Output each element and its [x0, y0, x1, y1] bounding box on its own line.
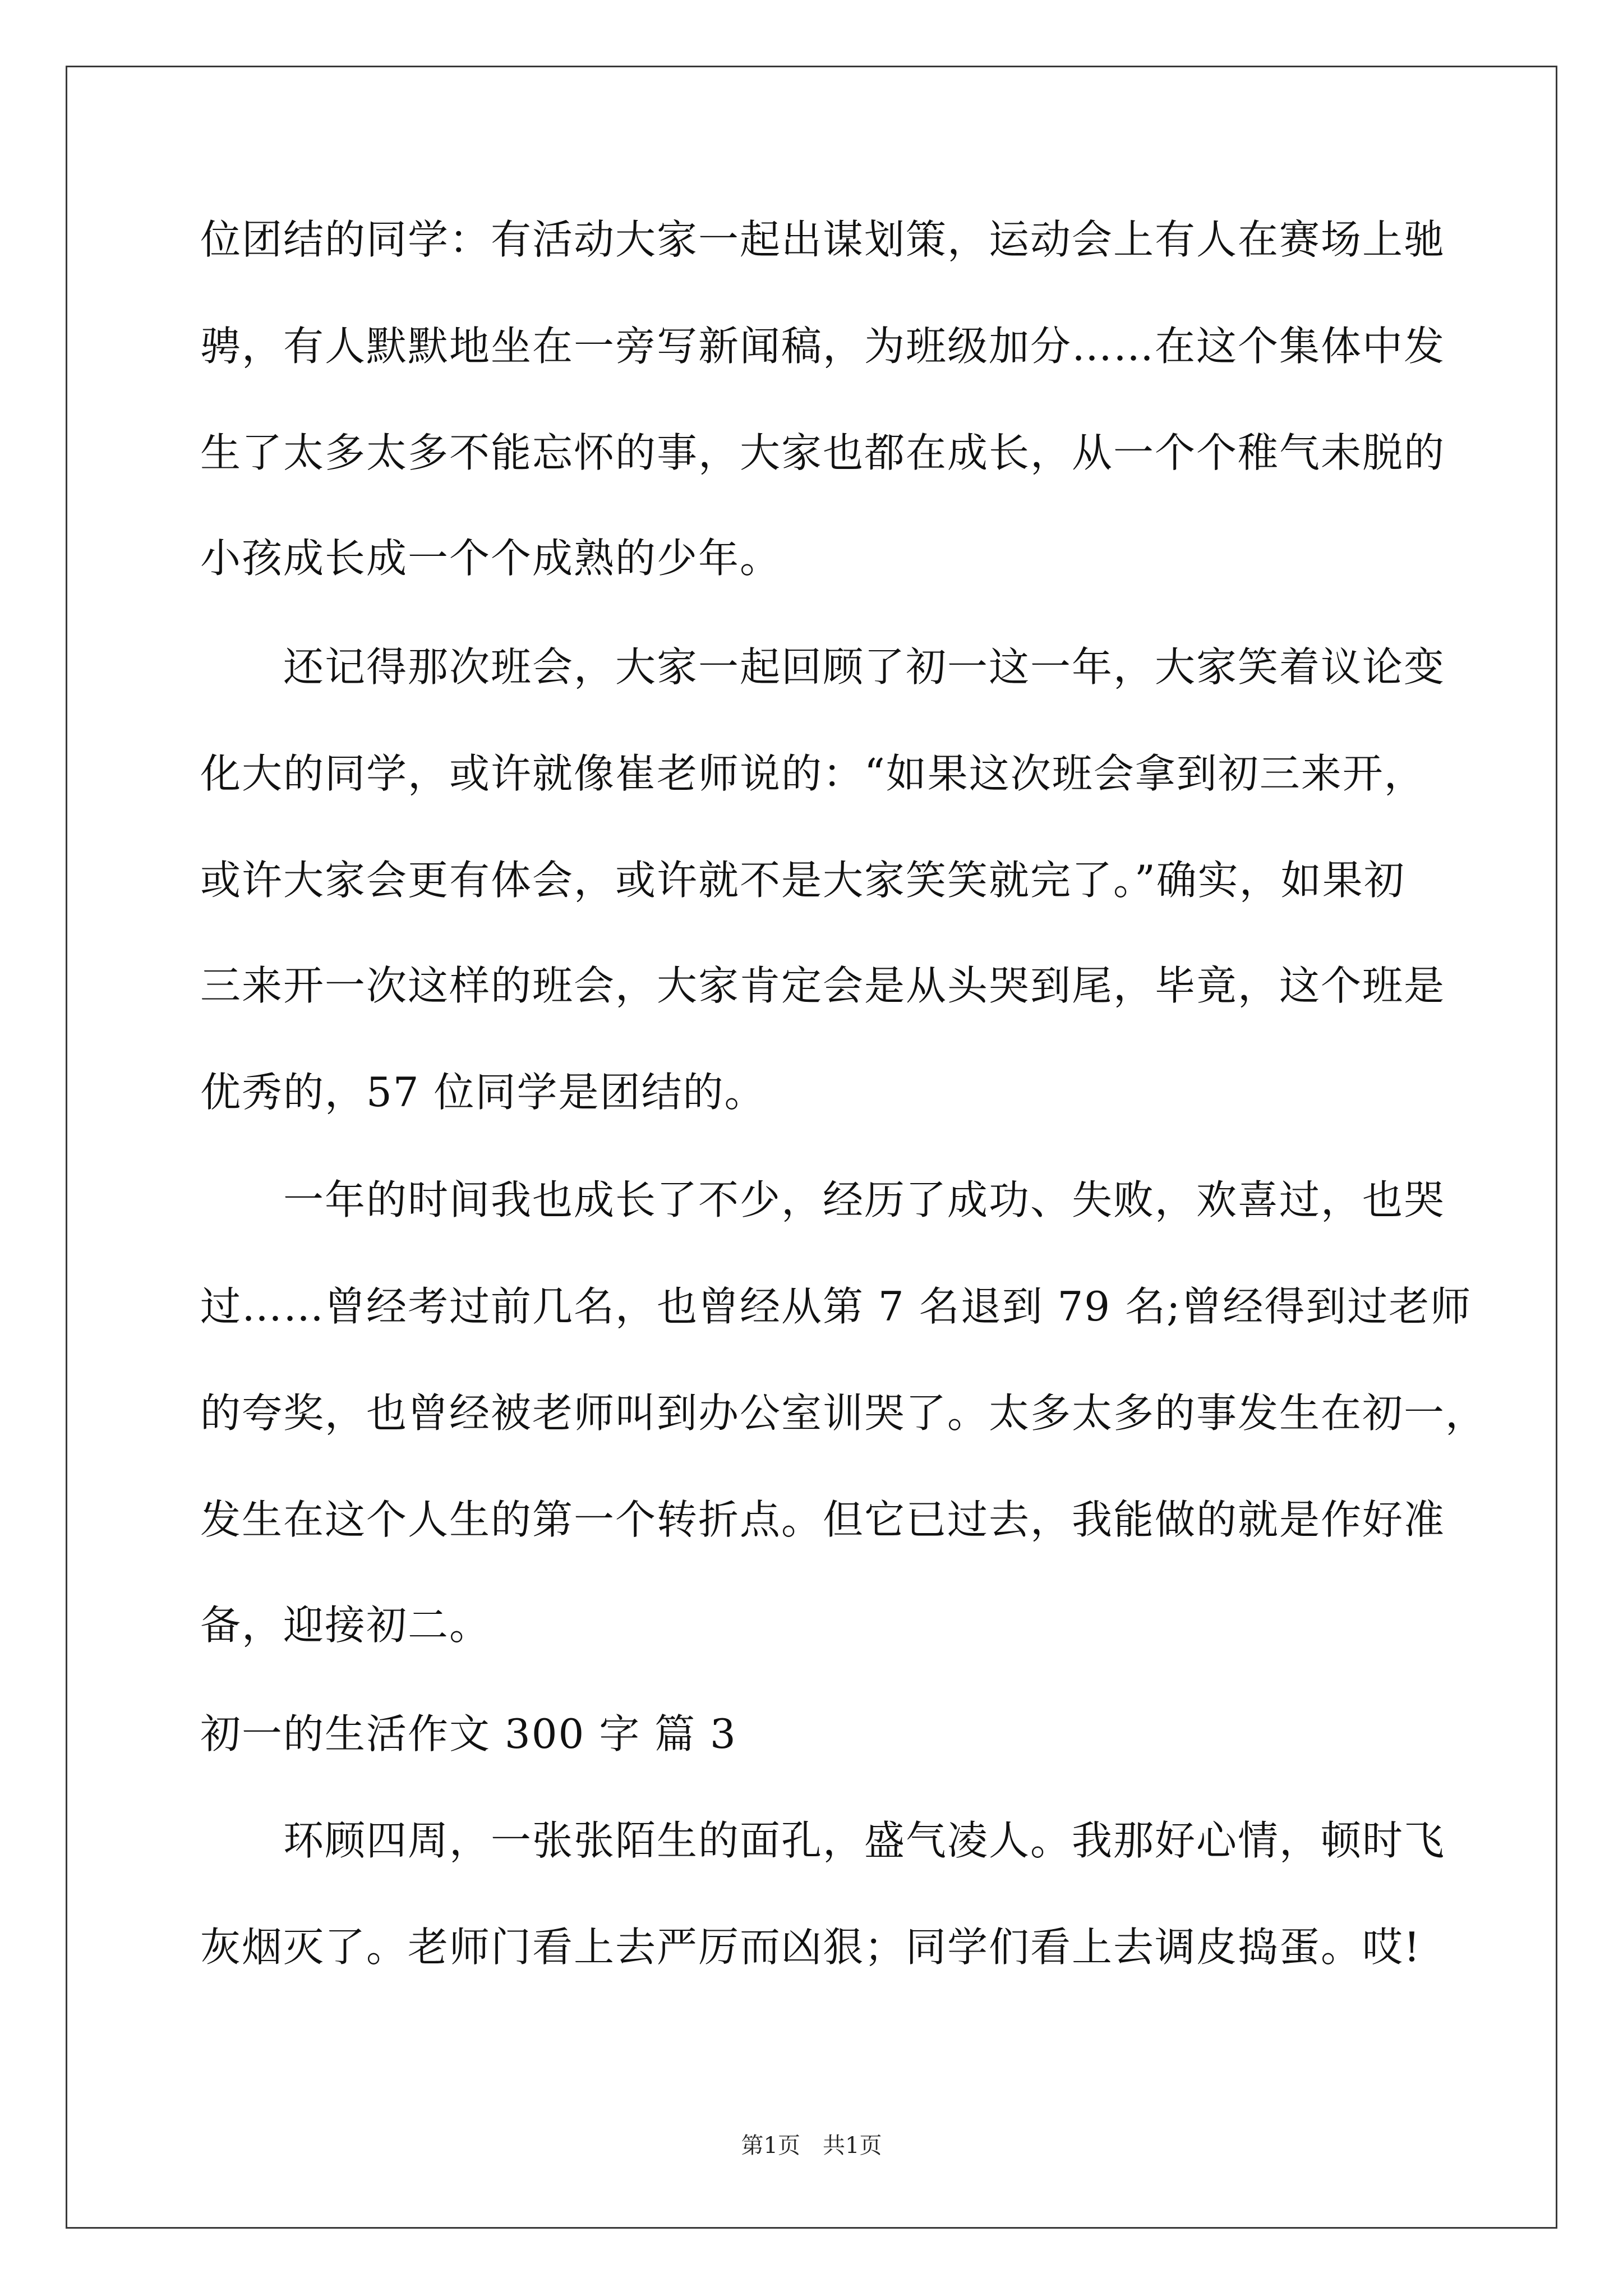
text-line: 的夸奖，也曾经被老师叫到办公室训哭了。太多太多的事发生在初一， — [200, 1389, 1487, 1437]
text-line: 生了太多太多不能忘怀的事，大家也都在成长，从一个个稚气未脱的 — [200, 429, 1446, 476]
text-line: 环顾四周，一张张陌生的面孔，盛气凌人。我那好心情，顿时飞 — [200, 1817, 1446, 1864]
text-line: 优秀的，57 位同学是团结的。 — [200, 1069, 766, 1116]
text-line: 灰烟灭了。老师门看上去严厉而凶狠；同学们看上去调皮捣蛋。哎! — [200, 1924, 1421, 1971]
text-line: 发生在这个人生的第一个转折点。但它已过去，我能做的就是作好准 — [200, 1496, 1446, 1543]
text-line: 小孩成长成一个个成熟的少年。 — [200, 535, 782, 582]
section-heading: 初一的生活作文 300 字 篇 3 — [200, 1710, 737, 1757]
text-line: 骋，有人默默地坐在一旁写新闻稿，为班级加分……在这个集体中发 — [200, 323, 1446, 370]
text-line: 三来开一次这样的班会，大家肯定会是从头哭到尾，毕竟，这个班是 — [200, 962, 1446, 1009]
text-line: 还记得那次班会，大家一起回顾了初一这一年，大家笑着议论变 — [200, 643, 1446, 691]
text-line: 一年的时间我也成长了不少，经历了成功、失败，欢喜过，也哭 — [200, 1176, 1446, 1223]
page-footer: 第1页 共1页 — [741, 2133, 882, 2159]
text-line: 位团结的同学：有活动大家一起出谋划策，运动会上有人在赛场上驰 — [200, 216, 1446, 263]
text-line: 化大的同学，或许就像崔老师说的：“如果这次班会拿到初三来开， — [200, 750, 1426, 797]
text-line: 过……曾经考过前几名，也曾经从第 7 名退到 79 名;曾经得到过老师 — [200, 1283, 1472, 1330]
text-line: 备，迎接初二。 — [200, 1602, 491, 1649]
page-border — [66, 66, 1557, 2229]
text-line: 或许大家会更有体会，或许就不是大家笑笑就完了。”确实，如果初 — [200, 857, 1405, 904]
